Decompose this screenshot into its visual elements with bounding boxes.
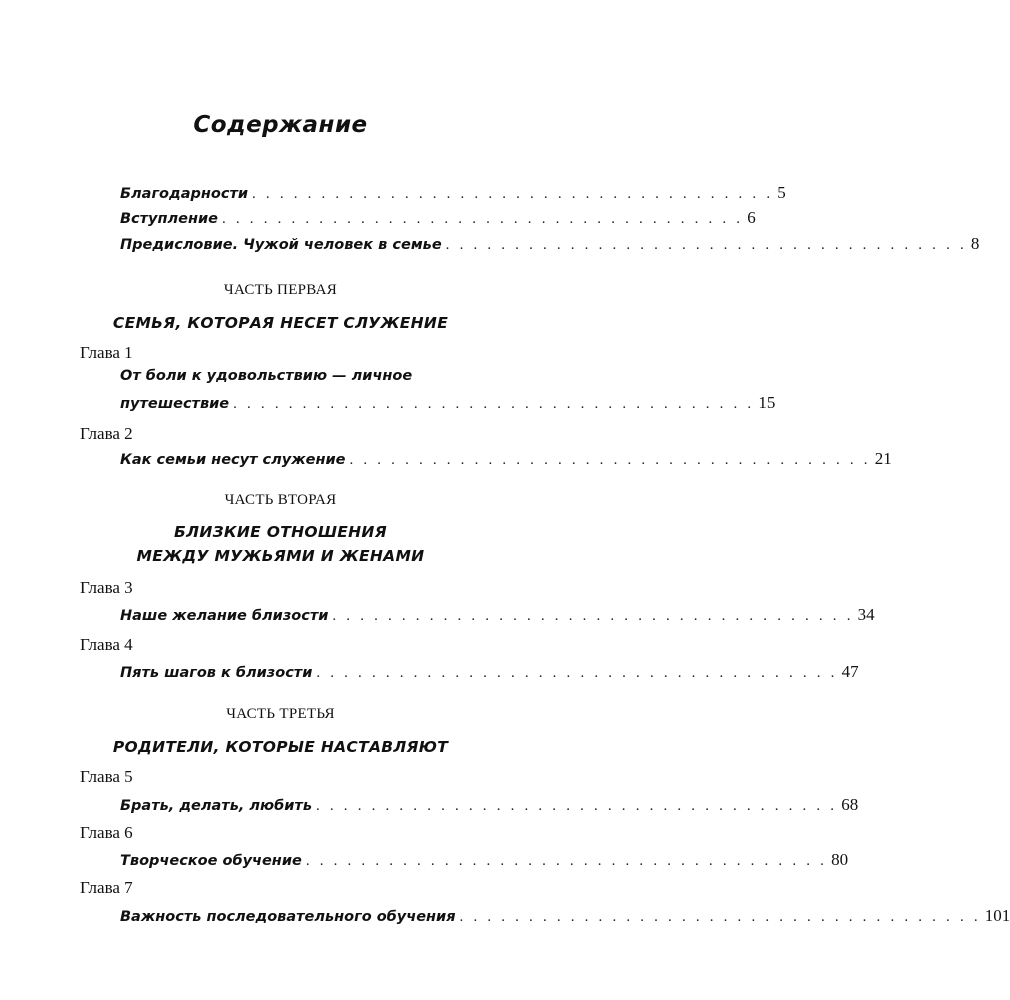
toc-entry-title: Благодарности — [120, 186, 249, 202]
toc-entry-page: 15 — [758, 393, 776, 412]
toc-entry-title[interactable]: От боли к удовольствию — личное — [120, 368, 413, 384]
leader-dots: . . . . . . . . . . . . . . . . . . . . . . . . . . . . . . . . . . . . . . — [349, 452, 871, 468]
toc-entry-chapter-4[interactable] — [120, 662, 859, 684]
part-label: ЧАСТЬ ВТОРАЯ — [224, 492, 337, 508]
toc-entry-chapter-7[interactable] — [120, 906, 1010, 928]
toc-entry-page: 21 — [874, 449, 892, 468]
part-title — [0, 311, 561, 335]
toc-entry-title: Предисловие. Чужой человек в семье — [120, 237, 442, 253]
page-title: Содержание — [193, 112, 368, 138]
chapter-label: Глава 2 — [80, 424, 133, 443]
part-title — [0, 735, 561, 759]
leader-dots: . . . . . . . . . . . . . . . . . . . . . . . . . . . . . . . . . . . . . . — [252, 186, 774, 202]
toc-entry-page: 6 — [747, 208, 756, 227]
part-title-line: СЕМЬЯ, КОТОРАЯ НЕСЕТ СЛУЖЕНИЕ — [112, 314, 449, 332]
chapter-label: Глава 4 — [80, 635, 133, 654]
toc-entry-acknowledgements[interactable] — [120, 183, 786, 205]
chapter-label: Глава 3 — [80, 578, 133, 597]
toc-entry-chapter-2[interactable] — [120, 449, 892, 471]
toc-entry-title: Творческое обучение — [120, 853, 302, 869]
leader-dots: . . . . . . . . . . . . . . . . . . . . . . . . . . . . . . . . . . . . . . — [316, 665, 838, 681]
toc-entry-chapter-1[interactable] — [120, 393, 776, 415]
part-title-line: БЛИЗКИЕ ОТНОШЕНИЯ — [174, 523, 387, 541]
toc-entry-chapter-6[interactable] — [120, 850, 849, 872]
part-title-line: МЕЖДУ МУЖЬЯМИ И ЖЕНАМИ — [136, 547, 425, 565]
toc-entry-title: Вступление — [120, 211, 218, 227]
leader-dots: . . . . . . . . . . . . . . . . . . . . . . . . . . . . . . . . . . . . . . — [445, 237, 967, 253]
part-label: ЧАСТЬ ПЕРВАЯ — [223, 282, 338, 298]
part-label: ЧАСТЬ ТРЕТЬЯ — [226, 706, 335, 722]
part-title-line: РОДИТЕЛИ, КОТОРЫЕ НАСТАВЛЯЮТ — [112, 738, 449, 756]
chapter-label: Глава 5 — [80, 767, 133, 786]
toc-entry-title: Брать, делать, любить — [120, 798, 312, 814]
toc-entry-page: 34 — [857, 605, 875, 624]
chapter-label: Глава 7 — [80, 878, 133, 897]
toc-entry-chapter-3[interactable] — [120, 605, 875, 627]
leader-dots: . . . . . . . . . . . . . . . . . . . . . . . . . . . . . . . . . . . . . . — [233, 396, 755, 412]
toc-entry-chapter-5[interactable] — [120, 795, 859, 817]
chapter-label: Глава 1 — [80, 343, 133, 362]
leader-dots: . . . . . . . . . . . . . . . . . . . . . . . . . . . . . . . . . . . . . . — [459, 909, 981, 925]
toc-entry-page: 47 — [841, 662, 859, 681]
toc-entry-title: Наше желание близости — [120, 608, 329, 624]
leader-dots: . . . . . . . . . . . . . . . . . . . . . . . . . . . . . . . . . . . . . . — [316, 798, 838, 814]
leader-dots: . . . . . . . . . . . . . . . . . . . . . . . . . . . . . . . . . . . . . . — [222, 211, 744, 227]
toc-entry-introduction[interactable] — [120, 208, 756, 230]
chapter-label: Глава 6 — [80, 823, 133, 842]
toc-entry-title: путешествие — [120, 396, 230, 412]
toc-entry-page: 80 — [831, 850, 849, 869]
leader-dots: . . . . . . . . . . . . . . . . . . . . . . . . . . . . . . . . . . . . . . — [332, 608, 854, 624]
toc-entry-title: Важность последовательного обучения — [120, 909, 456, 925]
part-title — [0, 520, 561, 568]
toc-entry-page: 101 — [984, 906, 1010, 925]
toc-entry-page: 8 — [970, 234, 980, 253]
toc-entry-page: 68 — [841, 795, 859, 814]
toc-entry-page: 5 — [777, 183, 786, 202]
leader-dots: . . . . . . . . . . . . . . . . . . . . . . . . . . . . . . . . . . . . . . — [305, 853, 828, 869]
toc-entry-title: Как семьи несут служение — [120, 452, 346, 468]
toc-entry-title: Пять шагов к близости — [120, 665, 313, 681]
toc-entry-preface[interactable] — [120, 234, 980, 256]
